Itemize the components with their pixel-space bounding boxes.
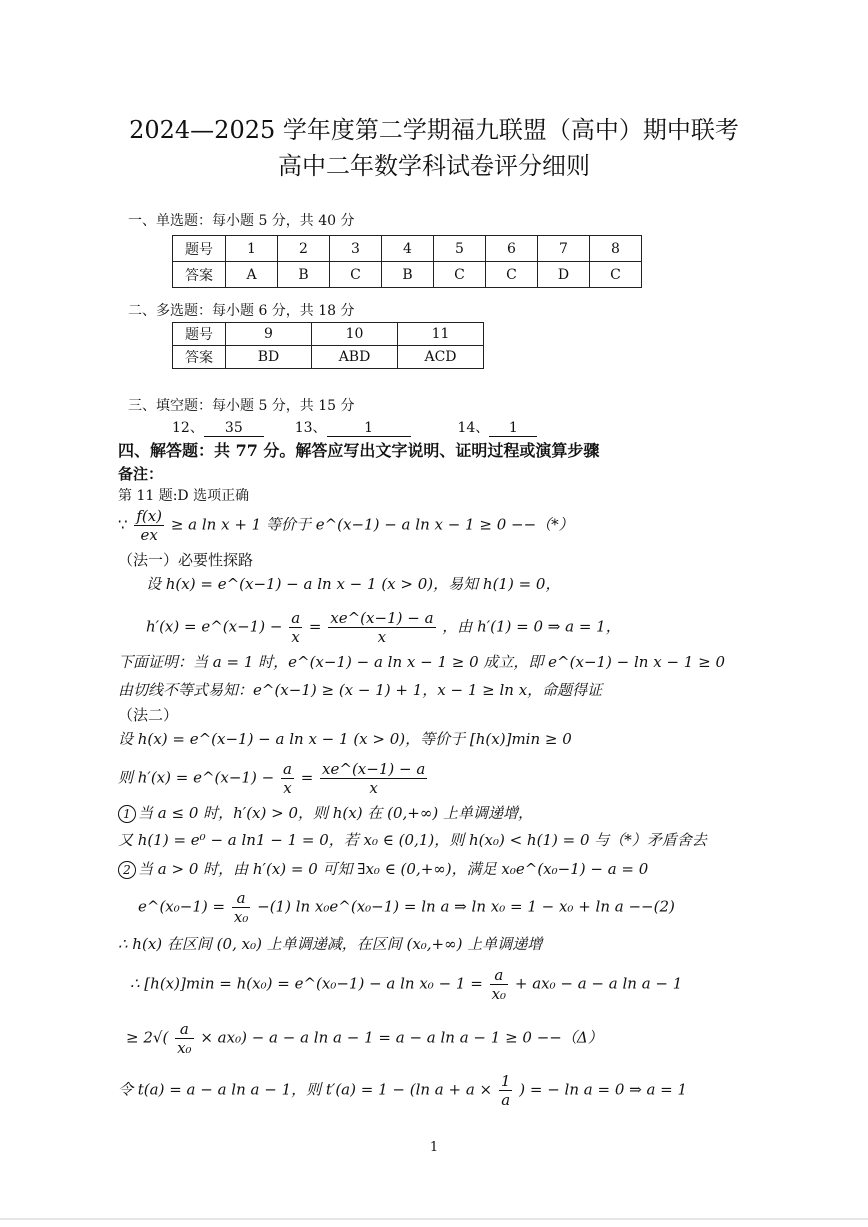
fraction-numerator: a bbox=[490, 966, 508, 985]
table-cell: D bbox=[538, 262, 590, 288]
method2-line-2: 则 h′(x) = e^(x−1) − $\frac{a}{x}$ = $\frac{xe\^{}(x-1) - a}{x}$ bbox=[118, 760, 426, 797]
section1-heading: 一、单选题：每小题 5 分，共 40 分 bbox=[128, 213, 355, 229]
method2-line-5 bbox=[118, 859, 648, 879]
table-cell: A bbox=[226, 262, 278, 288]
fraction-1-over-a bbox=[499, 1072, 513, 1109]
section2-heading: 二、多选题：每小题 6 分，共 18 分 bbox=[128, 303, 355, 319]
fraction-numerator: a bbox=[291, 609, 301, 627]
table-cell: 2 bbox=[278, 236, 330, 262]
table-row bbox=[173, 236, 642, 262]
circled-number-1: 1 bbox=[118, 805, 136, 823]
q11-note: 第 11 题:D 选项正确 bbox=[118, 488, 250, 504]
table-cell: ACD bbox=[398, 346, 484, 369]
proof-text: 令 t(a) = a − a ln a − 1，则 t′(a) = 1 − (ln a + a × bbox=[118, 1080, 493, 1099]
fraction-fx-over-ex bbox=[134, 507, 164, 544]
method2-line-3 bbox=[118, 803, 533, 823]
method2-line-4: 又 h(1) = e⁰ − a ln1 − 1 = 0，若 x₀ ∈ (0,1)，则 h(x₀) < h(1) = 0 与（*）矛盾舍去 bbox=[118, 831, 707, 849]
fraction-a-over-x0 bbox=[232, 889, 250, 926]
fraction-a-over-x0 bbox=[490, 966, 508, 1003]
table-cell: C bbox=[590, 262, 642, 288]
table-cell: 9 bbox=[226, 323, 312, 346]
fraction-denominator: x bbox=[369, 779, 378, 797]
fraction-numerator: 1 bbox=[500, 1072, 511, 1090]
fraction-a-over-x bbox=[289, 609, 302, 646]
proof-text: h′(x) = e^(x−1) − bbox=[146, 617, 283, 636]
fraction-xe-over-x bbox=[320, 760, 427, 797]
title-line-2: 高中二年数学科试卷评分细则 bbox=[278, 152, 590, 180]
table-row bbox=[173, 262, 642, 288]
fraction-numerator: a bbox=[232, 889, 250, 908]
proof-text: ) = − ln a = 0 ⇒ a = 1 bbox=[519, 1080, 688, 1099]
q12-answer: 35 bbox=[204, 420, 264, 437]
row-label: 题号 bbox=[173, 323, 226, 346]
table-cell: 8 bbox=[590, 236, 642, 262]
proof-text: −(1) ln x₀e^(x₀−1) = ln a ⇒ ln x₀ = 1 − x₀ + ln a −−(2) bbox=[257, 897, 675, 916]
table-cell: B bbox=[278, 262, 330, 288]
table-cell: 11 bbox=[398, 323, 484, 346]
method1-line-3: 下面证明：当 a = 1 时，e^(x−1) − a ln x − 1 ≥ 0 成立，即 e^(x−1) − ln x − 1 ≥ 0 bbox=[118, 653, 725, 671]
table-cell: 7 bbox=[538, 236, 590, 262]
table-cell: C bbox=[486, 262, 538, 288]
row-label: 题号 bbox=[173, 236, 226, 262]
title-line-1: 2024—2025 学年度第二学期福九联盟（高中）期中联考 bbox=[129, 116, 739, 144]
proof-text: ≥ a ln x + 1 等价于 e^(x−1) − a ln x − 1 ≥ 0 −−（*） bbox=[170, 515, 574, 534]
page-bottom-edge bbox=[0, 1218, 868, 1220]
table-cell: BD bbox=[226, 346, 312, 369]
method1-line-4: 由切线不等式易知：e^(x−1) ≥ (x − 1) + 1，x − 1 ≥ ln x，命题得证 bbox=[118, 681, 603, 699]
method2-title: （法二） bbox=[118, 706, 179, 724]
because-symbol: ∵ bbox=[118, 515, 133, 534]
table-cell: 4 bbox=[382, 236, 434, 262]
table-cell: C bbox=[434, 262, 486, 288]
fraction-a-over-x bbox=[281, 760, 294, 797]
single-choice-table bbox=[172, 235, 642, 288]
fraction-denominator: x bbox=[377, 628, 387, 646]
fraction-numerator: a bbox=[282, 760, 292, 778]
table-cell: C bbox=[330, 262, 382, 288]
fraction-xe-over-x bbox=[328, 609, 435, 646]
q12-label: 12、 bbox=[172, 420, 204, 436]
section4-heading: 四、解答题：共 77 分。解答应写出文字说明、证明过程或演算步骤 bbox=[118, 441, 600, 460]
proof-text: ，由 h′(1) = 0 ⇒ a = 1， bbox=[442, 617, 621, 636]
proof-text: 当 a > 0 时，由 h′(x) = 0 可知 ∃x₀ ∈ (0,+∞)，满足 x₀e^(x₀−1) − a = 0 bbox=[138, 860, 649, 878]
table-cell: 3 bbox=[330, 236, 382, 262]
fill-blank-row bbox=[172, 418, 537, 438]
proof-text: 则 h′(x) = e^(x−1) − bbox=[118, 768, 275, 787]
proof-text: 当 a ≤ 0 时，h′(x) > 0，则 h(x) 在 (0,+∞) 上单调递增， bbox=[138, 804, 533, 822]
method2-line-7: ∴ h(x) 在区间 (0, x₀) 上单调递减，在区间 (x₀,+∞) 上单调递增 bbox=[118, 935, 543, 953]
table-row bbox=[173, 346, 484, 369]
page-number: 1 bbox=[429, 1140, 439, 1155]
table-cell: 1 bbox=[226, 236, 278, 262]
fraction-denominator: x bbox=[291, 628, 300, 646]
proof-text: + ax₀ − a − a ln a − 1 bbox=[514, 974, 683, 993]
multi-choice-table bbox=[172, 322, 484, 369]
proof-text: e^(x₀−1) = bbox=[138, 897, 226, 916]
method2-line-6 bbox=[138, 889, 675, 926]
fraction-denominator: x₀ bbox=[177, 1039, 192, 1057]
table-cell: B bbox=[382, 262, 434, 288]
method2-line-9 bbox=[126, 1020, 603, 1057]
proof-text: ∴ [h(x)]min = h(x₀) = e^(x₀−1) − a ln x₀ − 1 = bbox=[130, 974, 483, 993]
q14-label: 14、 bbox=[457, 420, 490, 436]
table-cell: 10 bbox=[312, 323, 398, 346]
method1-title: （法一）必要性探路 bbox=[118, 551, 254, 569]
q13-label: 13、 bbox=[294, 420, 327, 436]
method1-line-1: 设 h(x) = e^(x−1) − a ln x − 1 (x > 0)，易知 h(1) = 0， bbox=[146, 575, 561, 593]
row-label: 答案 bbox=[173, 262, 226, 288]
fraction-numerator: xe^(x−1) − a bbox=[330, 609, 434, 627]
method2-line-10 bbox=[118, 1072, 687, 1109]
fraction-numerator: a bbox=[175, 1020, 193, 1039]
proof-text: ≥ 2√( bbox=[126, 1028, 169, 1047]
table-row bbox=[173, 323, 484, 346]
fraction-numerator: f(x) bbox=[136, 507, 163, 525]
method1-line-2: h′(x) = e^(x−1) − $\frac{a}{x}$ = $\frac{xe\^{}(x-1) - a}{x}$ ，由 h′(1) = 0 ⇒ a = 1， bbox=[146, 609, 621, 646]
table-cell: 6 bbox=[486, 236, 538, 262]
q14-answer: 1 bbox=[489, 420, 537, 437]
fraction-denominator: x₀ bbox=[233, 908, 249, 926]
method2-line-8 bbox=[130, 966, 682, 1003]
fraction-numerator: xe^(x−1) − a bbox=[322, 760, 426, 778]
fraction-a-over-x0 bbox=[175, 1020, 193, 1057]
proof-text: × ax₀) − a − a ln a − 1 = a − a ln a − 1 ≥ 0 −−（Δ） bbox=[200, 1028, 603, 1047]
note-label: 备注： bbox=[118, 465, 164, 483]
circled-number-2: 2 bbox=[118, 861, 136, 879]
fraction-denominator: x bbox=[283, 779, 292, 797]
proof-line-1 bbox=[118, 507, 574, 544]
section3-heading: 三、填空题：每小题 5 分，共 15 分 bbox=[128, 398, 355, 414]
q13-answer: 1 bbox=[327, 420, 411, 437]
method2-line-1: 设 h(x) = e^(x−1) − a ln x − 1 (x > 0)，等价于 [h(x)]min ≥ 0 bbox=[118, 730, 572, 748]
fraction-denominator: ex bbox=[140, 526, 158, 544]
fraction-denominator: a bbox=[501, 1091, 511, 1109]
fraction-denominator: x₀ bbox=[491, 985, 507, 1003]
row-label: 答案 bbox=[173, 346, 226, 369]
table-cell: 5 bbox=[434, 236, 486, 262]
table-cell: ABD bbox=[312, 346, 398, 369]
